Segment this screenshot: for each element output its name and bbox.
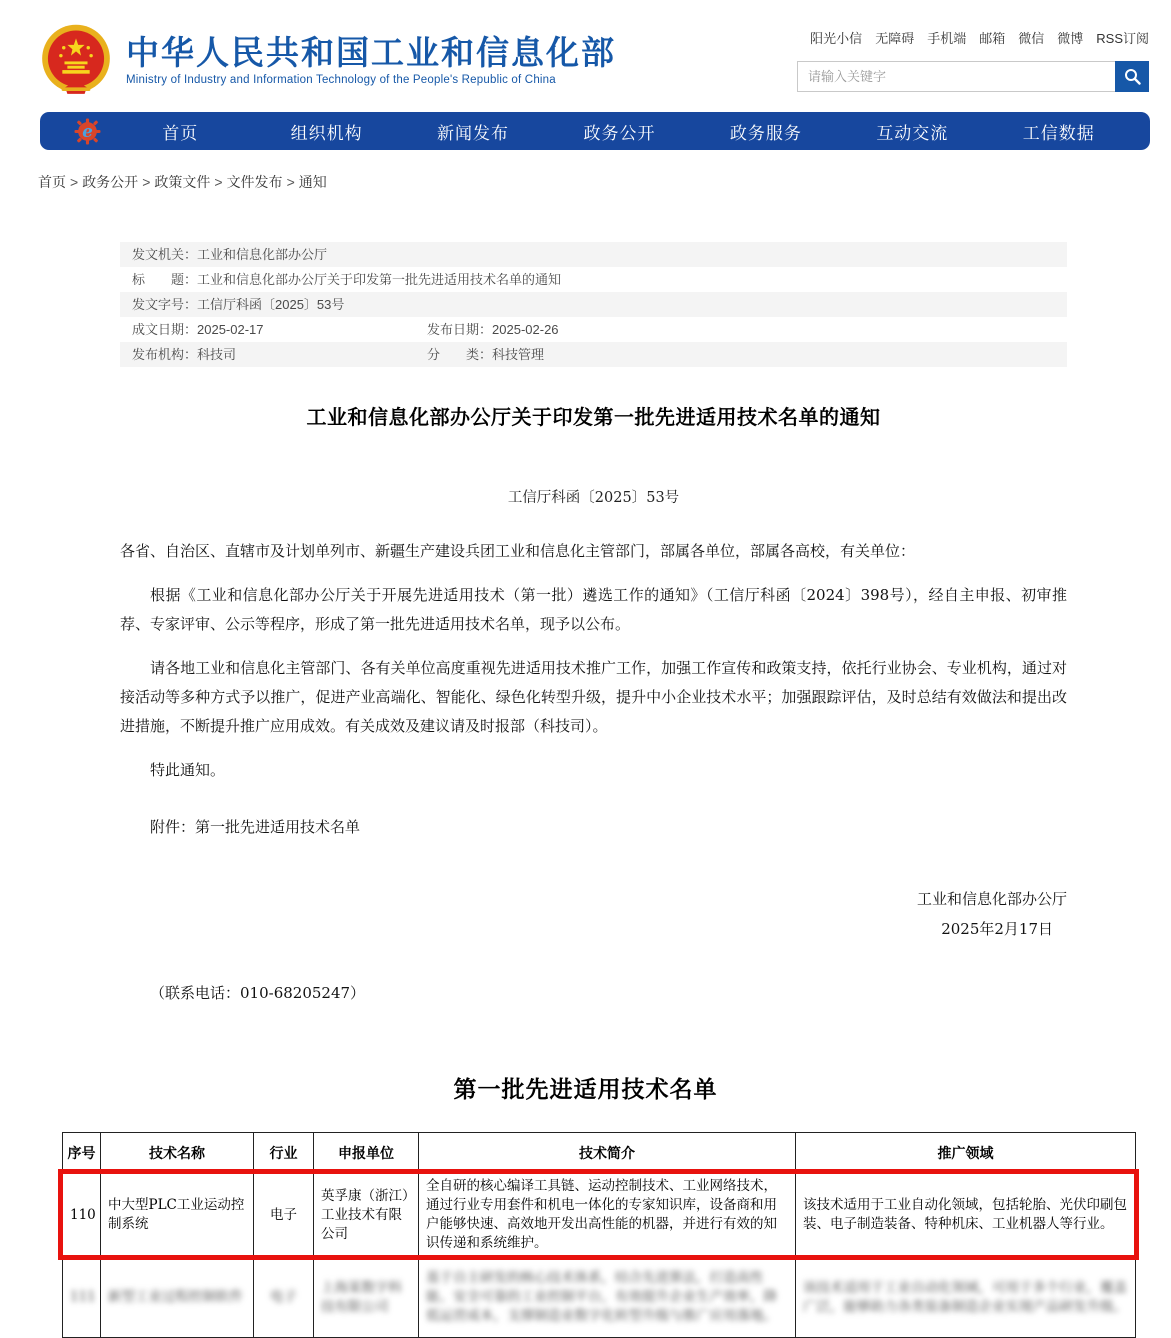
paragraph-salutation: 各省、自治区、直辖市及计划单列市、新疆生产建设兵团工业和信息化主管部门，部属各单位，部属各高校，有关单位： [120,537,1067,566]
col-header-tech-intro: 技术简介 [419,1133,796,1173]
nav-item-gov-services[interactable]: 政务服务 [693,119,839,144]
cell-applicant: 英孚康（浙江）工业技术有限公司 [314,1173,419,1258]
paragraph-attachment: 附件：第一批先进适用技术名单 [120,813,1067,842]
meta-label: 发文字号： [132,292,197,317]
meta-value: 工业和信息化部办公厅关于印发第一批先进适用技术名单的通知 [197,267,561,292]
top-link-mail[interactable]: 邮箱 [979,28,1005,47]
top-link-wechat[interactable]: 微信 [1018,28,1044,47]
cell-tech-name-blurred: 新型工业过程控制软件 [101,1258,254,1338]
table-header-row [63,1133,1136,1173]
meta-row-title [120,267,1067,292]
col-header-industry: 行业 [254,1133,314,1173]
signature-org: 工业和信息化部办公厅 [120,884,1067,914]
breadcrumb-separator: > [214,174,222,190]
breadcrumb-doc-release[interactable]: 文件发布 [227,174,283,190]
search-input[interactable] [797,61,1115,92]
signature-block [120,884,1067,944]
cell-industry-blurred: 电子 [254,1258,314,1338]
meta-value: 科技管理 [492,342,544,367]
breadcrumb-separator: > [287,174,295,190]
meta-value: 工业和信息化部办公厅 [197,242,327,267]
cell-applicant-blurred: 上海某数字科技有限公司 [314,1258,419,1338]
top-link-accessibility[interactable]: 无障碍 [875,28,914,47]
cell-tech-name: 中大型PLC工业运动控制系统 [101,1173,254,1258]
search-button[interactable] [1115,61,1149,92]
annex-table [62,1132,1136,1338]
nav-item-news[interactable]: 新闻发布 [400,119,546,144]
col-header-tech-name: 技术名称 [101,1133,254,1173]
table-row-blurred [63,1258,1136,1338]
header-right [797,24,1149,96]
document-meta [120,242,1067,367]
meta-value: 2025-02-26 [492,317,559,342]
cell-serial-blurred: 111 [63,1258,101,1338]
meta-value: 科技司 [197,342,307,367]
meta-label: 发布日期： [427,317,492,342]
cell-promotion-field-blurred: 该技术适用于工业自动化领域，可用于多个行业，覆盖广泛，能够助力各类装备制造企业实现产品研发升级。 [796,1258,1136,1338]
top-link-rss[interactable]: RSS订阅 [1096,28,1149,47]
paragraph-requirements: 请各地工业和信息化主管部门、各有关单位高度重视先进适用技术推广工作，加强工作宣传和政策支持，依托行业协会、专业机构，通过对接活动等多种方式予以推广，促进产业高端化、智能化、绿色化转型升级，提升中小企业技术水平；加强跟踪评估，及时总结有效做法和提出改进措施，不断提升推广应用成效。有关成效及建议请及时报部（科技司）。 [120,654,1067,741]
site-header [0,0,1171,108]
search-bar [797,61,1149,92]
top-link-weibo[interactable]: 微博 [1057,28,1083,47]
nav-item-gov-disclosure[interactable]: 政务公开 [546,119,692,144]
contact-phone: （联系电话：010-68205247） [120,982,1067,1003]
nav-item-data[interactable]: 工信数据 [986,119,1132,144]
main-nav [40,112,1150,150]
meta-value: 2025-02-17 [197,317,307,342]
signature-date: 2025年2月17日 [120,914,1067,944]
meta-label: 成文日期： [132,317,197,342]
meta-row-doc-number [120,292,1067,317]
breadcrumb-home[interactable]: 首页 [38,174,66,190]
site-subtitle: Ministry of Industry and Information Technology of the People's Republic of China [126,74,616,86]
nav-item-home[interactable]: 首页 [107,119,253,144]
meta-row-publisher [120,342,1067,367]
meta-label: 分 类： [427,342,492,367]
meta-row-dates [120,317,1067,342]
meta-row-issuing-org [120,242,1067,267]
breadcrumb-notice[interactable]: 通知 [299,174,327,190]
breadcrumb-gov-disclosure[interactable]: 政务公开 [82,174,138,190]
breadcrumb [38,172,1171,192]
cell-tech-intro-blurred: 基于自主研发的核心技术体系，结合先进算法，打造高性能、安全可靠的工业控制平台，有效提升企业生产效率，降低运营成本，支撑制造业数字化转型升级与推广应用落地。 [419,1258,796,1338]
meta-label: 发布机构： [132,342,197,367]
cell-serial: 110 [63,1173,101,1258]
annex-table-wrapper [62,1132,1135,1338]
table-row-110-highlighted [63,1173,1136,1258]
nav-item-interaction[interactable]: 互动交流 [839,119,985,144]
document-title: 工业和信息化部办公厅关于印发第一批先进适用技术名单的通知 [120,401,1067,430]
national-emblem-icon [40,24,112,96]
document-number: 工信厅科函〔2025〕53号 [120,486,1067,507]
top-link-mobile[interactable]: 手机端 [927,28,966,47]
cell-industry: 电子 [254,1173,314,1258]
breadcrumb-policy-docs[interactable]: 政策文件 [154,174,210,190]
svg-text:e: e [82,121,93,141]
col-header-promotion-field: 推广领域 [796,1133,1136,1173]
cell-tech-intro: 全自研的核心编译工具链、运动控制技术、工业网络技术，通过行业专用套件和机电一体化的专家知识库，设备商和用户能够快速、高效地开发出高性能的机器，并进行有效的知识传递和系统维护。 [419,1173,796,1258]
top-links [797,28,1149,47]
col-header-serial: 序号 [63,1133,101,1173]
meta-label: 发文机关： [132,242,197,267]
document-body [120,401,1067,1003]
meta-label: 标 题： [132,267,197,292]
breadcrumb-separator: > [70,174,78,190]
paragraph-notice: 特此通知。 [120,756,1067,785]
breadcrumb-separator: > [142,174,150,190]
miit-logo-icon [74,118,101,145]
top-link-yangguangxiaoxin[interactable]: 阳光小信 [810,28,862,47]
annex-title: 第一批先进适用技术名单 [0,1071,1171,1104]
nav-item-organization[interactable]: 组织机构 [253,119,399,144]
paragraph-basis: 根据《工业和信息化部办公厅关于开展先进适用技术（第一批）遴选工作的通知》（工信厅科函〔2024〕398号），经自主申报、初审推荐、专家评审、公示等程序，形成了第一批先进适用技术名单，现予以公布。 [120,581,1067,639]
cell-promotion-field: 该技术适用于工业自动化领域，包括轮胎、光伏印刷包装、电子制造装备、特种机床、工业机器人等行业。 [796,1173,1136,1258]
site-title: 中华人民共和国工业和信息化部 [126,34,616,72]
col-header-applicant: 申报单位 [314,1133,419,1173]
site-title-block [126,34,616,87]
meta-value: 工信厅科函〔2025〕53号 [197,292,344,317]
site-brand [40,24,616,96]
search-icon [1124,68,1141,85]
